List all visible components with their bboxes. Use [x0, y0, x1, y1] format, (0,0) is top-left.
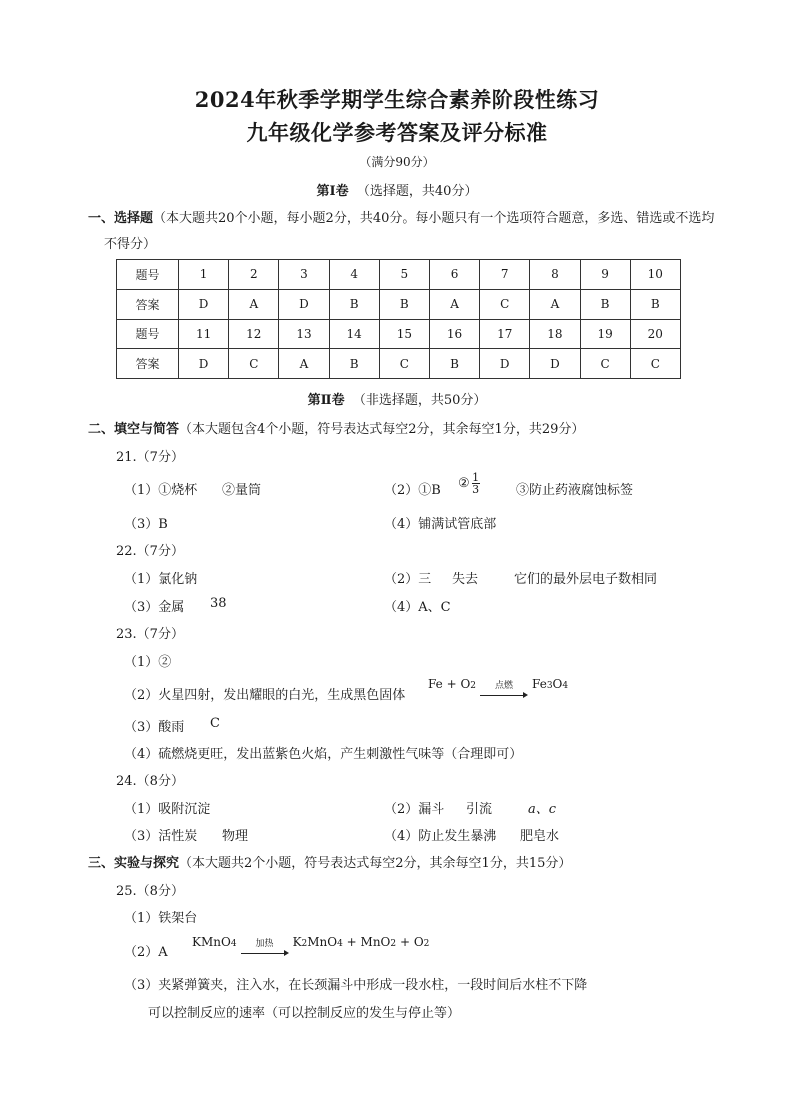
- q24-answer-3b: 物理: [222, 829, 249, 844]
- table-row: [117, 260, 681, 290]
- table-cell: B: [329, 289, 379, 319]
- reaction-arrow-icon: 点燃: [480, 681, 528, 699]
- q21-answer-2b: ② $\frac{1}{3}$: [458, 471, 480, 496]
- q21-heading: 21.（7分）: [116, 450, 184, 465]
- q23-answer-3: （3）酸雨: [124, 720, 185, 735]
- part1-note: （选择题，共40分）: [356, 184, 478, 199]
- section2-desc: （本大题包含4个小题，符号表达式每空2分，其余每空1分，共29分）: [179, 422, 585, 437]
- q23-answer-4: （4）硫燃烧更旺，发出蓝紫色火焰，产生刺激性气味等（合理即可）: [124, 747, 523, 762]
- table-cell: 18: [530, 319, 580, 349]
- q23-answer-1: （1）②: [124, 655, 172, 670]
- table-cell: 7: [480, 260, 530, 290]
- table-cell: 1: [179, 260, 229, 290]
- table-row-header: 答案: [117, 289, 179, 319]
- table-cell: 5: [379, 260, 429, 290]
- q25-equation: KMnO 4 加热 K 2 MnO 4 + MnO 2 + O 2: [192, 935, 429, 957]
- part1-label: 第Ⅰ卷: [316, 184, 349, 199]
- section1-desc: （本大题共20个小题，每小题2分，共40分。每小题只有一个选项符合题意，多选、错选或不选均: [153, 211, 715, 226]
- q24-heading: 24.（8分）: [116, 774, 184, 789]
- table-cell: A: [279, 349, 329, 379]
- q21-answer-3: （3）B: [124, 517, 168, 532]
- q21-answer-1b: ②量筒: [222, 483, 262, 498]
- section3-label: 三、实验与探究: [88, 856, 180, 871]
- table-cell: D: [179, 349, 229, 379]
- q22-answer-2: （2）三: [384, 572, 432, 587]
- q21-answer-2: （2）①B: [384, 483, 441, 498]
- q24-answer-2c: a、c: [528, 802, 557, 817]
- part2-label: 第Ⅱ卷: [307, 393, 345, 408]
- full-score-note: （满分90分）: [359, 155, 435, 169]
- q24-answer-4: （4）防止发生暴沸: [384, 829, 497, 844]
- table-cell: A: [429, 289, 479, 319]
- q24-answer-3: （3）活性炭: [124, 829, 198, 844]
- table-cell: 8: [530, 260, 580, 290]
- section1-heading: [88, 207, 714, 226]
- table-cell: C: [580, 349, 630, 379]
- table-cell: 14: [329, 319, 379, 349]
- section3-desc: （本大题共2个小题，符号表达式每空2分，其余每空1分，共15分）: [179, 856, 572, 871]
- q21-answer-1: （1）①烧杯: [124, 483, 198, 498]
- answer-table: [116, 259, 681, 379]
- table-cell: C: [480, 289, 530, 319]
- table-cell: B: [429, 349, 479, 379]
- fraction: $\frac{1}{3}$: [472, 471, 480, 496]
- table-cell: 2: [229, 260, 279, 290]
- table-cell: 10: [630, 260, 680, 290]
- table-row-header: 题号: [117, 260, 179, 290]
- table-cell: 19: [580, 319, 630, 349]
- table-cell: C: [379, 349, 429, 379]
- table-cell: 11: [179, 319, 229, 349]
- table-row: [117, 349, 681, 379]
- q22-answer-4: （4）A、C: [384, 600, 451, 615]
- q24-answer-4b: 肥皂水: [520, 829, 560, 844]
- q25-heading: 25.（8分）: [116, 884, 184, 899]
- table-cell: B: [329, 349, 379, 379]
- section2-label: 二、填空与简答: [88, 422, 180, 437]
- q23-heading: 23.（7分）: [116, 627, 184, 642]
- q21-answer-4: （4）铺满试管底部: [384, 517, 497, 532]
- table-cell: A: [229, 289, 279, 319]
- table-cell: 9: [580, 260, 630, 290]
- table-cell: 16: [429, 319, 479, 349]
- table-cell: 3: [279, 260, 329, 290]
- q21-answer-2c: ③防止药液腐蚀标签: [516, 483, 634, 498]
- q22-answer-2c: 它们的最外层电子数相同: [514, 572, 658, 587]
- section2-heading: [88, 418, 584, 437]
- table-cell: B: [379, 289, 429, 319]
- table-cell: D: [480, 349, 530, 379]
- table-cell: C: [630, 349, 680, 379]
- q24-answer-2b: 引流: [466, 802, 493, 817]
- table-cell: 13: [279, 319, 329, 349]
- page-title: 2024年秋季学期学生综合素养阶段性练习: [194, 87, 600, 112]
- q22-heading: 22.（7分）: [116, 544, 184, 559]
- q22-answer-2b: 失去: [452, 572, 479, 587]
- table-row-header: 题号: [117, 319, 179, 349]
- page-subtitle: 九年级化学参考答案及评分标准: [246, 120, 548, 145]
- q24-answer-2: （2）漏斗: [384, 802, 445, 817]
- part2-heading: [0, 389, 794, 408]
- q22-answer-3b: 38: [210, 596, 227, 611]
- q25-answer-3b: 可以控制反应的速率（可以控制反应的发生与停止等）: [148, 1006, 461, 1021]
- table-cell: 6: [429, 260, 479, 290]
- q23-answer-3b: C: [210, 716, 220, 731]
- table-cell: D: [530, 349, 580, 379]
- table-cell: B: [630, 289, 680, 319]
- table-row: [117, 319, 681, 349]
- table-cell: 17: [480, 319, 530, 349]
- q23-answer-2: （2）火星四射，发出耀眼的白光，生成黑色固体: [124, 688, 406, 703]
- part1-heading: [0, 180, 794, 199]
- table-cell: C: [229, 349, 279, 379]
- table-cell: B: [580, 289, 630, 319]
- q25-answer-2: （2）A: [124, 945, 168, 960]
- q23-equation: Fe + O 2 点燃 Fe 3 O 4: [428, 677, 568, 699]
- q22-answer-1: （1）氯化钠: [124, 572, 198, 587]
- section1-desc-cont: 不得分）: [104, 237, 157, 252]
- reaction-arrow-icon: 加热: [241, 939, 289, 957]
- q25-answer-3: （3）夹紧弹簧夹，注入水，在长颈漏斗中形成一段水柱，一段时间后水柱不下降: [124, 978, 588, 993]
- table-cell: 20: [630, 319, 680, 349]
- q24-answer-1: （1）吸附沉淀: [124, 802, 211, 817]
- table-row: [117, 289, 681, 319]
- part2-note: （非选择题，共50分）: [352, 393, 487, 408]
- section3-heading: [88, 852, 571, 871]
- table-cell: D: [279, 289, 329, 319]
- table-cell: A: [530, 289, 580, 319]
- q22-answer-3: （3）金属: [124, 600, 185, 615]
- table-cell: 4: [329, 260, 379, 290]
- table-cell: D: [179, 289, 229, 319]
- table-cell: 12: [229, 319, 279, 349]
- table-row-header: 答案: [117, 349, 179, 379]
- table-cell: 15: [379, 319, 429, 349]
- section1-label: 一、选择题: [88, 211, 154, 226]
- q25-answer-1: （1）铁架台: [124, 911, 198, 926]
